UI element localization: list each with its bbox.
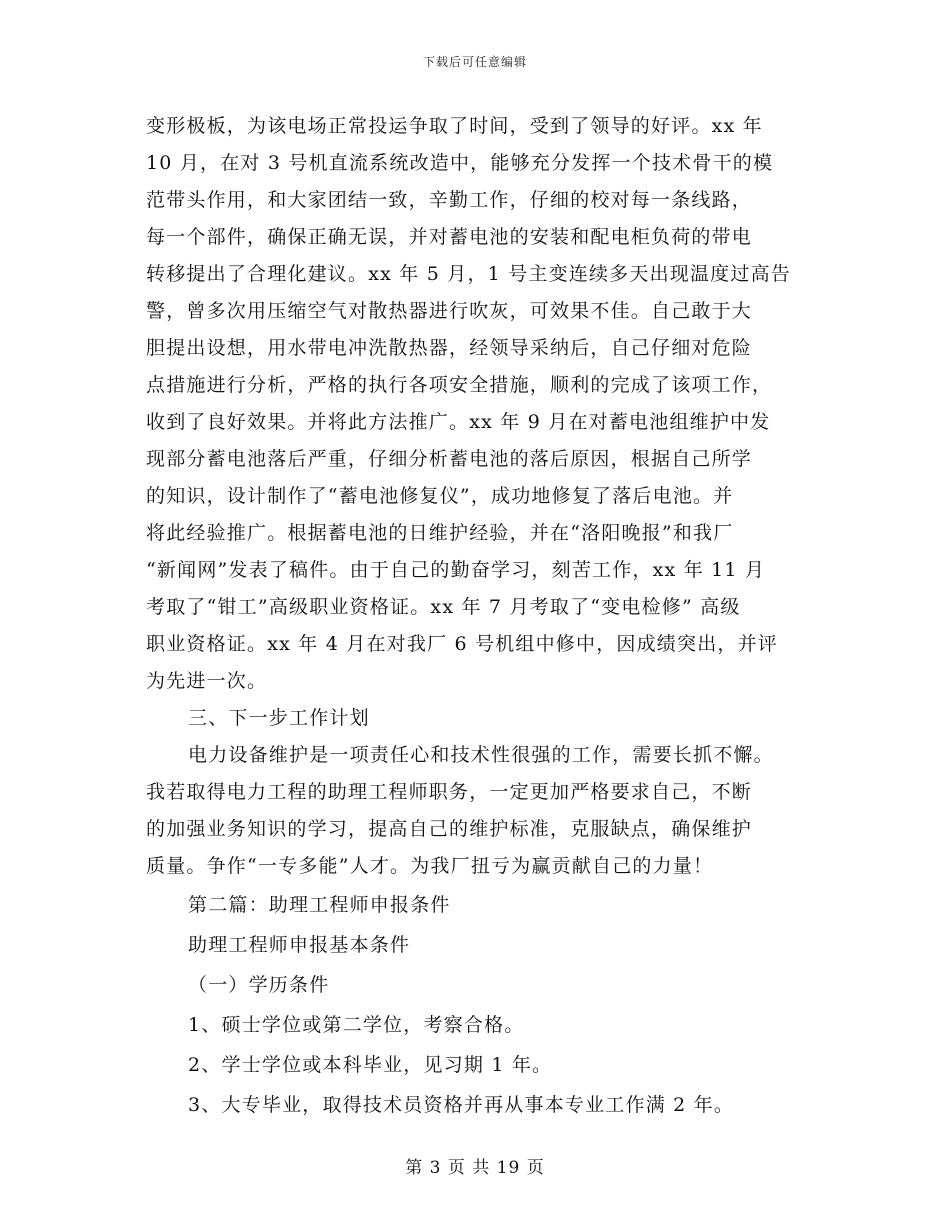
text-line: 将此经验推广。根据蓄电池的日维护经验，并在“洛阳晚报”和我厂: [146, 522, 734, 544]
text-line: 转移提出了合理化建议。xx 年 5 月，1 号主变连续多天出现温度过高告: [146, 263, 791, 285]
section-requirements: [146, 885, 811, 1125]
list-item: （一）学历条件: [188, 974, 330, 996]
text-line: 胆提出设想，用水带电冲洗散热器，经领导采纳后，自己仔细对危险: [146, 337, 753, 359]
sub-title: 助理工程师申报基本条件: [188, 934, 411, 956]
section-work-plan: [146, 700, 811, 885]
text-line: “新闻网”发表了稿件。由于自己的勤奋学习，刻苦工作，xx 年 11 月: [146, 559, 766, 581]
list-item: 1、硕士学位或第二学位，考察合格。: [188, 1014, 525, 1036]
text-line: 电力设备维护是一项责任心和技术性很强的工作，需要长抓不懈。: [188, 744, 774, 766]
page-number: 第 3 页 共 19 页: [405, 1158, 545, 1178]
text-line: 变形极板，为该电场正常投运争取了时间，受到了领导的好评。xx 年: [146, 115, 763, 137]
text-line: 我若取得电力工程的助理工程师职务，一定更加严格要求自己，不断: [146, 781, 753, 803]
text-line: 点措施进行分析，严格的执行各项安全措施，顺利的完成了该项工作，: [146, 374, 773, 396]
text-line: 10 月，在对 3 号机直流系统改造中，能够充分发挥一个技术骨干的模: [146, 152, 774, 174]
text-line: 考取了“钳工”高级职业资格证。xx 年 7 月考取了“变电检修” 高级: [146, 596, 741, 618]
text-line: 现部分蓄电池落后严重，仔细分析蓄电池的落后原因，根据自己所学: [146, 448, 753, 470]
paragraph-achievements: [146, 108, 811, 700]
text-line: 职业资格证。xx 年 4 月在对我厂 6 号机组中修中，因成绩突出，并评: [146, 633, 779, 655]
document-body: [146, 108, 811, 1125]
list-item: 3、大专毕业，取得技术员资格并再从事本专业工作满 2 年。: [188, 1094, 735, 1116]
text-line: 为先进一次。: [146, 670, 268, 692]
text-line: 收到了良好效果。并将此方法推广。xx 年 9 月在对蓄电池组维护中发: [146, 411, 771, 433]
text-line: 范带头作用，和大家团结一致，辛勤工作，仔细的校对每一条线路，: [146, 189, 753, 211]
part-title: 第二篇：助理工程师申报条件: [188, 894, 451, 916]
text-line: 的加强业务知识的学习，提高自己的维护标准，克服缺点，确保维护: [146, 818, 753, 840]
section-heading: 三、下一步工作计划: [188, 707, 370, 729]
text-line: 的知识，设计制作了“蓄电池修复仪”，成功地修复了落后电池。并: [146, 485, 734, 507]
text-line: 质量。争作“一专多能”人才。为我厂扭亏为赢贡献自己的力量！: [146, 855, 714, 877]
page-header: 下载后可任意编辑: [422, 55, 527, 69]
list-item: 2、学士学位或本科毕业，见习期 1 年。: [188, 1054, 553, 1076]
text-line: 警，曾多次用压缩空气对散热器进行吹灰，可效果不佳。自己敢于大: [146, 300, 753, 322]
text-line: 每一个部件，确保正确无误，并对蓄电池的安装和配电柜负荷的带电: [146, 226, 753, 248]
